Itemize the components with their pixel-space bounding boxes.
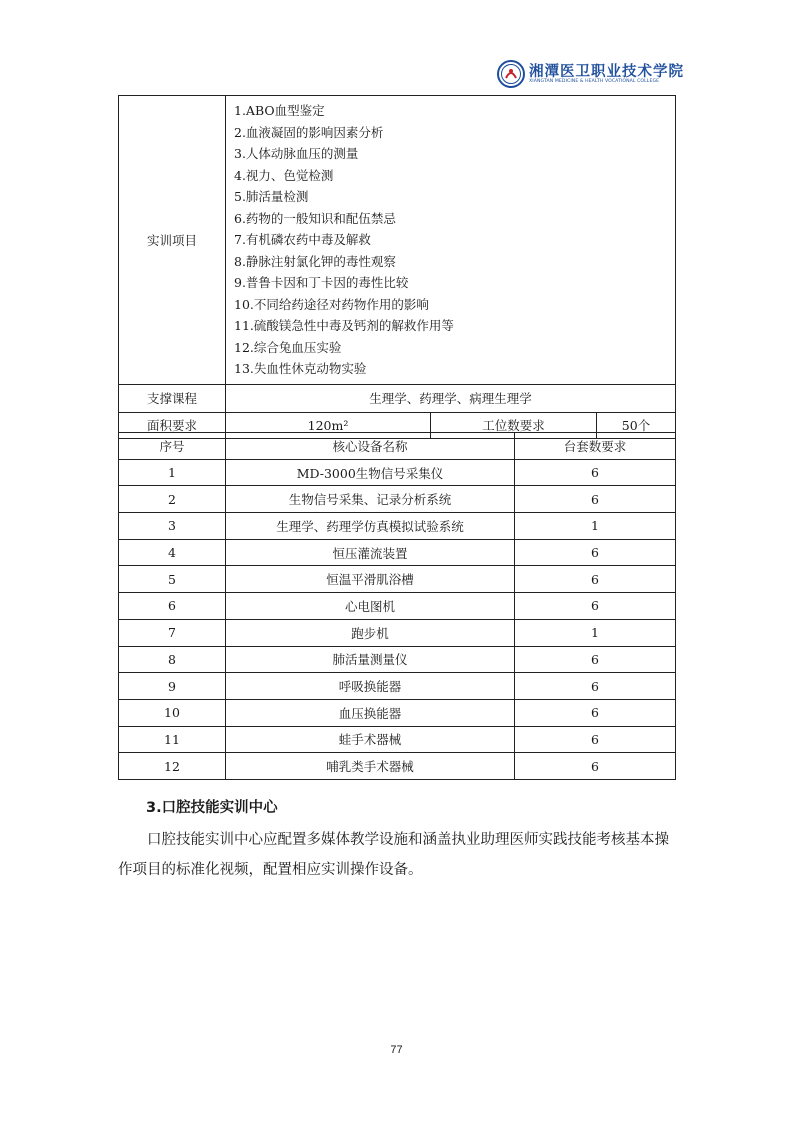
table-row bbox=[119, 726, 676, 753]
header-name: 核心设备名称 bbox=[226, 433, 515, 460]
cell-qty: 1 bbox=[515, 619, 676, 646]
table-row bbox=[119, 513, 676, 540]
school-name-cn: 湘潭医卫职业技术学院 bbox=[529, 64, 684, 80]
cell-no: 6 bbox=[119, 593, 226, 620]
cell-no: 12 bbox=[119, 753, 226, 780]
training-item: 12.综合兔血压实验 bbox=[234, 339, 342, 355]
page-number: 77 bbox=[390, 1044, 403, 1056]
table-row bbox=[119, 673, 676, 700]
cell-qty: 6 bbox=[515, 539, 676, 566]
cell-no: 10 bbox=[119, 699, 226, 726]
cell-no: 9 bbox=[119, 673, 226, 700]
cell-qty: 6 bbox=[515, 753, 676, 780]
area-value: 120m² bbox=[226, 412, 431, 438]
header-qty: 台套数要求 bbox=[515, 433, 676, 460]
section-paragraph bbox=[118, 825, 680, 885]
cell-no: 5 bbox=[119, 566, 226, 593]
cell-qty: 1 bbox=[515, 513, 676, 540]
cell-no: 2 bbox=[119, 486, 226, 513]
table-row bbox=[119, 753, 676, 780]
cell-name: 恒温平滑肌浴槽 bbox=[226, 566, 515, 593]
cell-no: 8 bbox=[119, 646, 226, 673]
cell-qty: 6 bbox=[515, 486, 676, 513]
table-row bbox=[119, 646, 676, 673]
equipment-table bbox=[118, 432, 676, 780]
cell-name: 呼吸换能器 bbox=[226, 673, 515, 700]
area-label: 面积要求 bbox=[119, 412, 226, 438]
cell-qty: 6 bbox=[515, 459, 676, 486]
training-item: 1.ABO血型鉴定 bbox=[234, 103, 325, 118]
course-value: 生理学、药理学、病理生理学 bbox=[226, 384, 676, 412]
station-value: 50个 bbox=[597, 412, 676, 438]
course-label: 支撑课程 bbox=[119, 384, 226, 412]
training-item: 9.普鲁卡因和丁卡因的毒性比较 bbox=[234, 275, 409, 290]
cell-qty: 6 bbox=[515, 726, 676, 753]
school-name-en: XIANGTAN MEDICINE & HEALTH VOCATIONAL COLLEGE bbox=[529, 79, 660, 84]
training-item: 6.药物的一般知识和配伍禁忌 bbox=[234, 210, 396, 226]
cell-no: 7 bbox=[119, 619, 226, 646]
cell-name: MD-3000生物信号采集仪 bbox=[226, 459, 515, 486]
cell-qty: 6 bbox=[515, 566, 676, 593]
training-item: 2.血液凝固的影响因素分析 bbox=[234, 124, 384, 140]
cell-name: 恒压灌流装置 bbox=[226, 539, 515, 566]
cell-no: 1 bbox=[119, 459, 226, 486]
training-items-label: 实训项目 bbox=[119, 96, 226, 385]
cell-no: 4 bbox=[119, 539, 226, 566]
page-header bbox=[497, 58, 684, 92]
cell-no: 11 bbox=[119, 726, 226, 753]
cell-qty: 6 bbox=[515, 593, 676, 620]
training-item: 4.视力、色觉检测 bbox=[234, 167, 334, 183]
cell-name: 生物信号采集、记录分析系统 bbox=[226, 486, 515, 513]
table-row bbox=[119, 619, 676, 646]
cell-name: 哺乳类手术器械 bbox=[226, 753, 515, 780]
cell-name: 肺活量测量仪 bbox=[226, 646, 515, 673]
training-item: 8.静脉注射氯化钾的毒性观察 bbox=[234, 253, 396, 269]
cell-name: 心电图机 bbox=[226, 593, 515, 620]
cell-no: 3 bbox=[119, 513, 226, 540]
header-no: 序号 bbox=[119, 433, 226, 460]
table-row bbox=[119, 539, 676, 566]
training-table bbox=[118, 95, 676, 439]
cell-qty: 6 bbox=[515, 699, 676, 726]
training-item: 13.失血性休克动物实验 bbox=[234, 361, 367, 376]
training-item: 7.有机磷农药中毒及解救 bbox=[234, 232, 371, 247]
cell-name: 跑步机 bbox=[226, 619, 515, 646]
cell-name: 蛙手术器械 bbox=[226, 726, 515, 753]
table-row bbox=[119, 486, 676, 513]
training-item: 10.不同给药途径对药物作用的影响 bbox=[234, 296, 429, 312]
table-header-row bbox=[119, 433, 676, 460]
cell-qty: 6 bbox=[515, 673, 676, 700]
cell-qty: 6 bbox=[515, 646, 676, 673]
cell-name: 血压换能器 bbox=[226, 699, 515, 726]
paragraph-text: 口腔技能实训中心应配置多媒体教学设施和涵盖执业助理医师实践技能考核基本操作项目的标准化视频，配置相应实训操作设备。 bbox=[118, 832, 669, 878]
training-item: 5.肺活量检测 bbox=[234, 189, 309, 204]
table-row bbox=[119, 566, 676, 593]
training-item: 3.人体动脉血压的测量 bbox=[234, 146, 359, 161]
training-items-list bbox=[226, 96, 676, 385]
training-item: 11.硫酸镁急性中毒及钙剂的解救作用等 bbox=[234, 318, 454, 333]
school-seal-icon bbox=[497, 60, 525, 88]
table-row bbox=[119, 699, 676, 726]
station-label: 工位数要求 bbox=[431, 412, 597, 438]
table-row bbox=[119, 593, 676, 620]
cell-name: 生理学、药理学仿真模拟试验系统 bbox=[226, 513, 515, 540]
section-title: 3.口腔技能实训中心 bbox=[146, 800, 278, 816]
table-row bbox=[119, 459, 676, 486]
